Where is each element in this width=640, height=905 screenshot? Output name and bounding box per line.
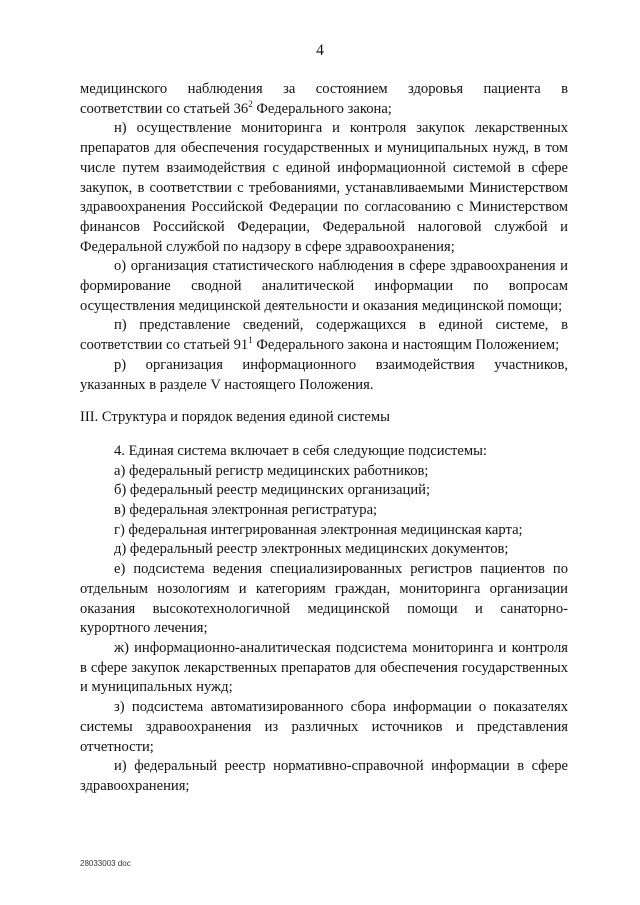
paragraph-m-text: соответствии со статьей 36 — [80, 100, 249, 117]
paragraph-p-text: п) представление сведений, содержащихся в единой системе, в соответствии со статьей 91 — [80, 317, 568, 354]
item-zh: ж) информационно-аналитическая подсистема мониторинга и контроля в сфере закупок лекарственных препаратов для обеспечения государственных и муниципальных нужд; — [80, 639, 568, 696]
item-d: д) федеральный реестр электронных медицинских документов; — [114, 541, 509, 558]
footer-doc-id: 28033003 doc — [80, 859, 131, 868]
item-b: б) федеральный реестр медицинских организаций; — [114, 482, 430, 499]
superscript-2: 2 — [248, 98, 253, 109]
item-i: и) федеральный реестр нормативно-справочной информации в сфере здравоохранения; — [80, 758, 568, 794]
section-heading: III. Структура и порядок ведения единой системы — [80, 409, 390, 426]
paragraph-m-continuation-line2 — [80, 100, 568, 120]
paragraph-p — [80, 316, 568, 355]
paragraph-m-continuation-line1: медицинского наблюдения за состоянием здоровья пациента в — [80, 81, 568, 97]
document-body — [80, 80, 568, 797]
superscript-1: 1 — [248, 335, 253, 346]
page-number: 4 — [316, 42, 324, 59]
paragraph-m-text-end: Федерального закона; — [252, 100, 392, 117]
item-z: з) подсистема автоматизированного сбора информации о показателях системы здравоохранения из различных источников и представления отчетности; — [80, 699, 568, 755]
item-a: а) федеральный регистр медицинских работников; — [114, 462, 429, 479]
paragraph-n: н) осуществление мониторинга и контроля закупок лекарственных препаратов для обеспечения государственных и муниципальных нужд, в том числе путем взаимодействия с единой информационной системой в сфере закупок, в соответствии с требованиями, устанавливаемыми Министерством здравоохранения Российской Федерации по согласованию с Министерством финансов Российской Федерации, Федеральной налоговой службой и Федеральной службой по надзору в сфере здравоохранения; — [80, 120, 568, 255]
item-e: е) подсистема ведения специализированных регистров пациентов по отдельным нозологиям и категориям граждан, мониторинга организации оказания высокотехнологичной медицинской помощи и санаторно-курортного лечения; — [80, 561, 568, 637]
item-g: г) федеральная интегрированная электронная медицинская карта; — [114, 521, 523, 538]
paragraph-o: о) организация статистического наблюдения в сфере здравоохранения и формирование сводной аналитической информации по вопросам осуществления медицинской деятельности и оказания медицинской помощи; — [80, 258, 568, 314]
paragraph-p-text-end: Федерального закона и настоящим Положением; — [252, 337, 560, 354]
item-4: 4. Единая система включает в себя следующие подсистемы: — [114, 442, 487, 459]
item-v: в) федеральная электронная регистратура; — [114, 502, 378, 519]
paragraph-r: р) организация информационного взаимодействия участников, указанных в разделе V настоящего Положения. — [80, 356, 568, 393]
